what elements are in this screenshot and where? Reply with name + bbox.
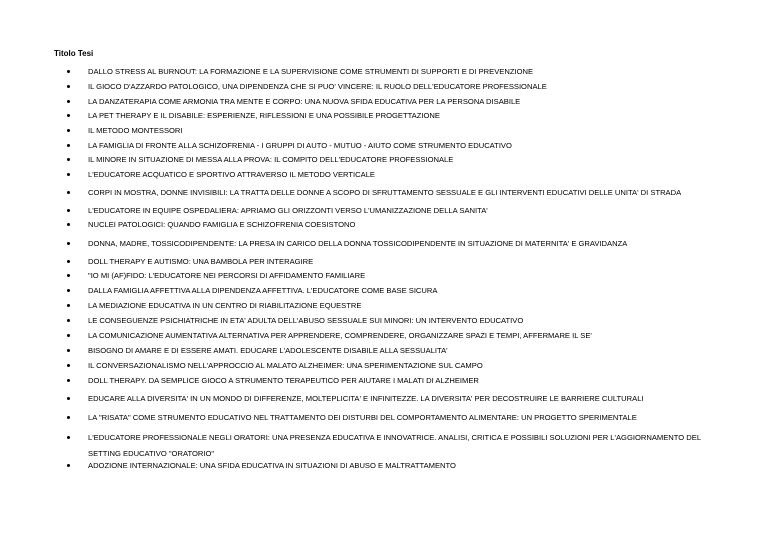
list-item-text: IL METODO MONTESSORI (88, 126, 183, 135)
list-item-text: IL MINORE IN SITUAZIONE DI MESSA ALLA PROVA: IL COMPITO DELL'EDUCATORE PROFESSIONALE (88, 155, 454, 164)
bullet-icon (67, 260, 70, 263)
list-item-text: IL CONVERSAZIONALISMO NELL'APPROCCIO AL MALATO ALZHEIMER: UNA SPERIMENTAZIONE SUL CAMPO (88, 361, 483, 370)
bullet-icon (67, 349, 70, 352)
list-item-text: LA COMUNICAZIONE AUMENTATIVA ALTERNATIVA PER APPRENDERE, COMPRENDERE, ORGANIZZARE SPAZI E TEMPI, AFFERMARE IL SE' (88, 331, 592, 340)
bullet-icon (67, 100, 70, 103)
list-item-text: DOLL THERAPY. DA SEMPLICE GIOCO A STRUMENTO TERAPEUTICO PER AIUTARE I MALATI DI ALZHEIMER (88, 376, 479, 385)
list-item-text: NUCLEI PATOLOGICI: QUANDO FAMIGLIA E SCHIZOFRENIA COESISTONO (88, 220, 356, 229)
list-item-text: ADOZIONE INTERNAZIONALE: UNA SFIDA EDUCATIVA IN SITUAZIONI DI ABUSO E MALTRATTAMENTO (88, 461, 456, 470)
bullet-icon (67, 464, 70, 467)
bullet-icon (67, 436, 70, 439)
bullet-icon (67, 364, 70, 367)
list-item-text: L'EDUCATORE ACQUATICO E SPORTIVO ATTRAVERSO IL METODO VERTICALE (88, 170, 375, 179)
list-item-text: L'EDUCATORE IN EQUIPE OSPEDALIERA: APRIAMO GLI ORIZZONTI VERSO L'UMANIZZAZIONE DELLA SANITA' (88, 206, 488, 215)
list-item-text: LA PET THERAPY E IL DISABILE: ESPERIENZE, RIFLESSIONI E UNA POSSIBILE PROGETTAZIONE (88, 111, 440, 120)
bullet-icon (67, 274, 70, 277)
list-item-text: LA FAMIGLIA DI FRONTE ALLA SCHIZOFRENIA - I GRUPPI DI AUTO - MUTUO - AIUTO COME STRUMENTO EDUCATIVO (88, 141, 512, 150)
bullet-icon (67, 70, 70, 73)
bullet-icon (67, 334, 70, 337)
bullet-icon (67, 416, 70, 419)
list-item-text: BISOGNO DI AMARE E DI ESSERE AMATI. EDUCARE L'ADOLESCENTE DISABILE ALLA SESSUALITA' (88, 346, 448, 355)
list-item-text: IL GIOCO D'AZZARDO PATOLOGICO, UNA DIPENDENZA CHE SI PUO' VINCERE: IL RUOLO DELL'EDUCATORE PROFESSIONALE (88, 82, 547, 91)
bullet-icon (67, 191, 70, 194)
bullet-icon (67, 158, 70, 161)
bullet-icon (67, 129, 70, 132)
list-item-text: EDUCARE ALLA DIVERSITA' IN UN MONDO DI DIFFERENZE, MOLTEPLICITA' E INFINITEZZE. LA DIVERSITA' PER DECOSTRUIRE LE BARRIERE CULTURALI (88, 394, 644, 403)
bullet-icon (67, 289, 70, 292)
document-heading: Titolo Tesi (54, 49, 94, 58)
bullet-icon (67, 173, 70, 176)
list-item-text: CORPI IN MOSTRA, DONNE INVISIBILI: LA TRATTA DELLE DONNE A SCOPO DI SFRUTTAMENTO SESSUALE E GLI INTERVENTI EDUCATIVI DELLE UNITA' DI STRADA (88, 188, 682, 197)
list-item-text: DONNA, MADRE, TOSSICODIPENDENTE: LA PRESA IN CARICO DELLA DONNA TOSSICODIPENDENTE IN SITUAZIONE DI MATERNITA' E GRAVIDANZA (88, 239, 628, 248)
list-item-text: LE CONSEGUENZE PSICHIATRICHE IN ETA' ADULTA DELL'ABUSO SESSUALE SUI MINORI: UN INTERVENTO EDUCATIVO (88, 316, 524, 325)
list-item-text: L'EDUCATORE PROFESSIONALE NEGLI ORATORI: UNA PRESENZA EDUCATIVA E INNOVATRICE. ANALISI, CRITICA E POSSIBILI SOLUZIONI PER L'AGGIORNAMENTO DEL SETTING EDUCATIVO "ORATORIO" (88, 433, 701, 458)
bullet-icon (67, 319, 70, 322)
list-item-text: "IO MI (AF)FIDO: L'EDUCATORE NEI PERCORSI DI AFFIDAMENTO FAMILIARE (88, 271, 366, 280)
bullet-icon (67, 114, 70, 117)
list-item-text: LA MEDIAZIONE EDUCATIVA IN UN CENTRO DI RIABILITAZIONE EQUESTRE (88, 301, 362, 310)
bullet-icon (67, 144, 70, 147)
bullet-icon (67, 85, 70, 88)
bullet-icon (67, 379, 70, 382)
bullet-icon (67, 304, 70, 307)
list-item-text: LA DANZATERAPIA COME ARMONIA TRA MENTE E CORPO: UNA NUOVA SFIDA EDUCATIVA PER LA PERSONA DISABILE (88, 97, 521, 106)
list-item-text: DALLO STRESS AL BURNOUT: LA FORMAZIONE E LA SUPERVISIONE COME STRUMENTI DI SUPPORTI E DI PREVENZIONE (88, 67, 534, 76)
list-item-text: DALLA FAMIGLIA AFFETTIVA ALLA DIPENDENZA AFFETTIVA. L'EDUCATORE COME BASE SICURA (88, 286, 438, 295)
bullet-icon (67, 397, 70, 400)
bullet-icon (67, 209, 70, 212)
list-item-text: DOLL THERAPY E AUTISMO: UNA BAMBOLA PER INTERAGIRE (88, 257, 314, 266)
bullet-icon (67, 223, 70, 226)
bullet-icon (67, 242, 70, 245)
list-item-text: LA "RISATA" COME STRUMENTO EDUCATIVO NEL TRATTAMENTO DEI DISTURBI DEL COMPORTAMENTO ALIMENTARE: UN PROGETTO SPERIMENTALE (88, 413, 637, 422)
